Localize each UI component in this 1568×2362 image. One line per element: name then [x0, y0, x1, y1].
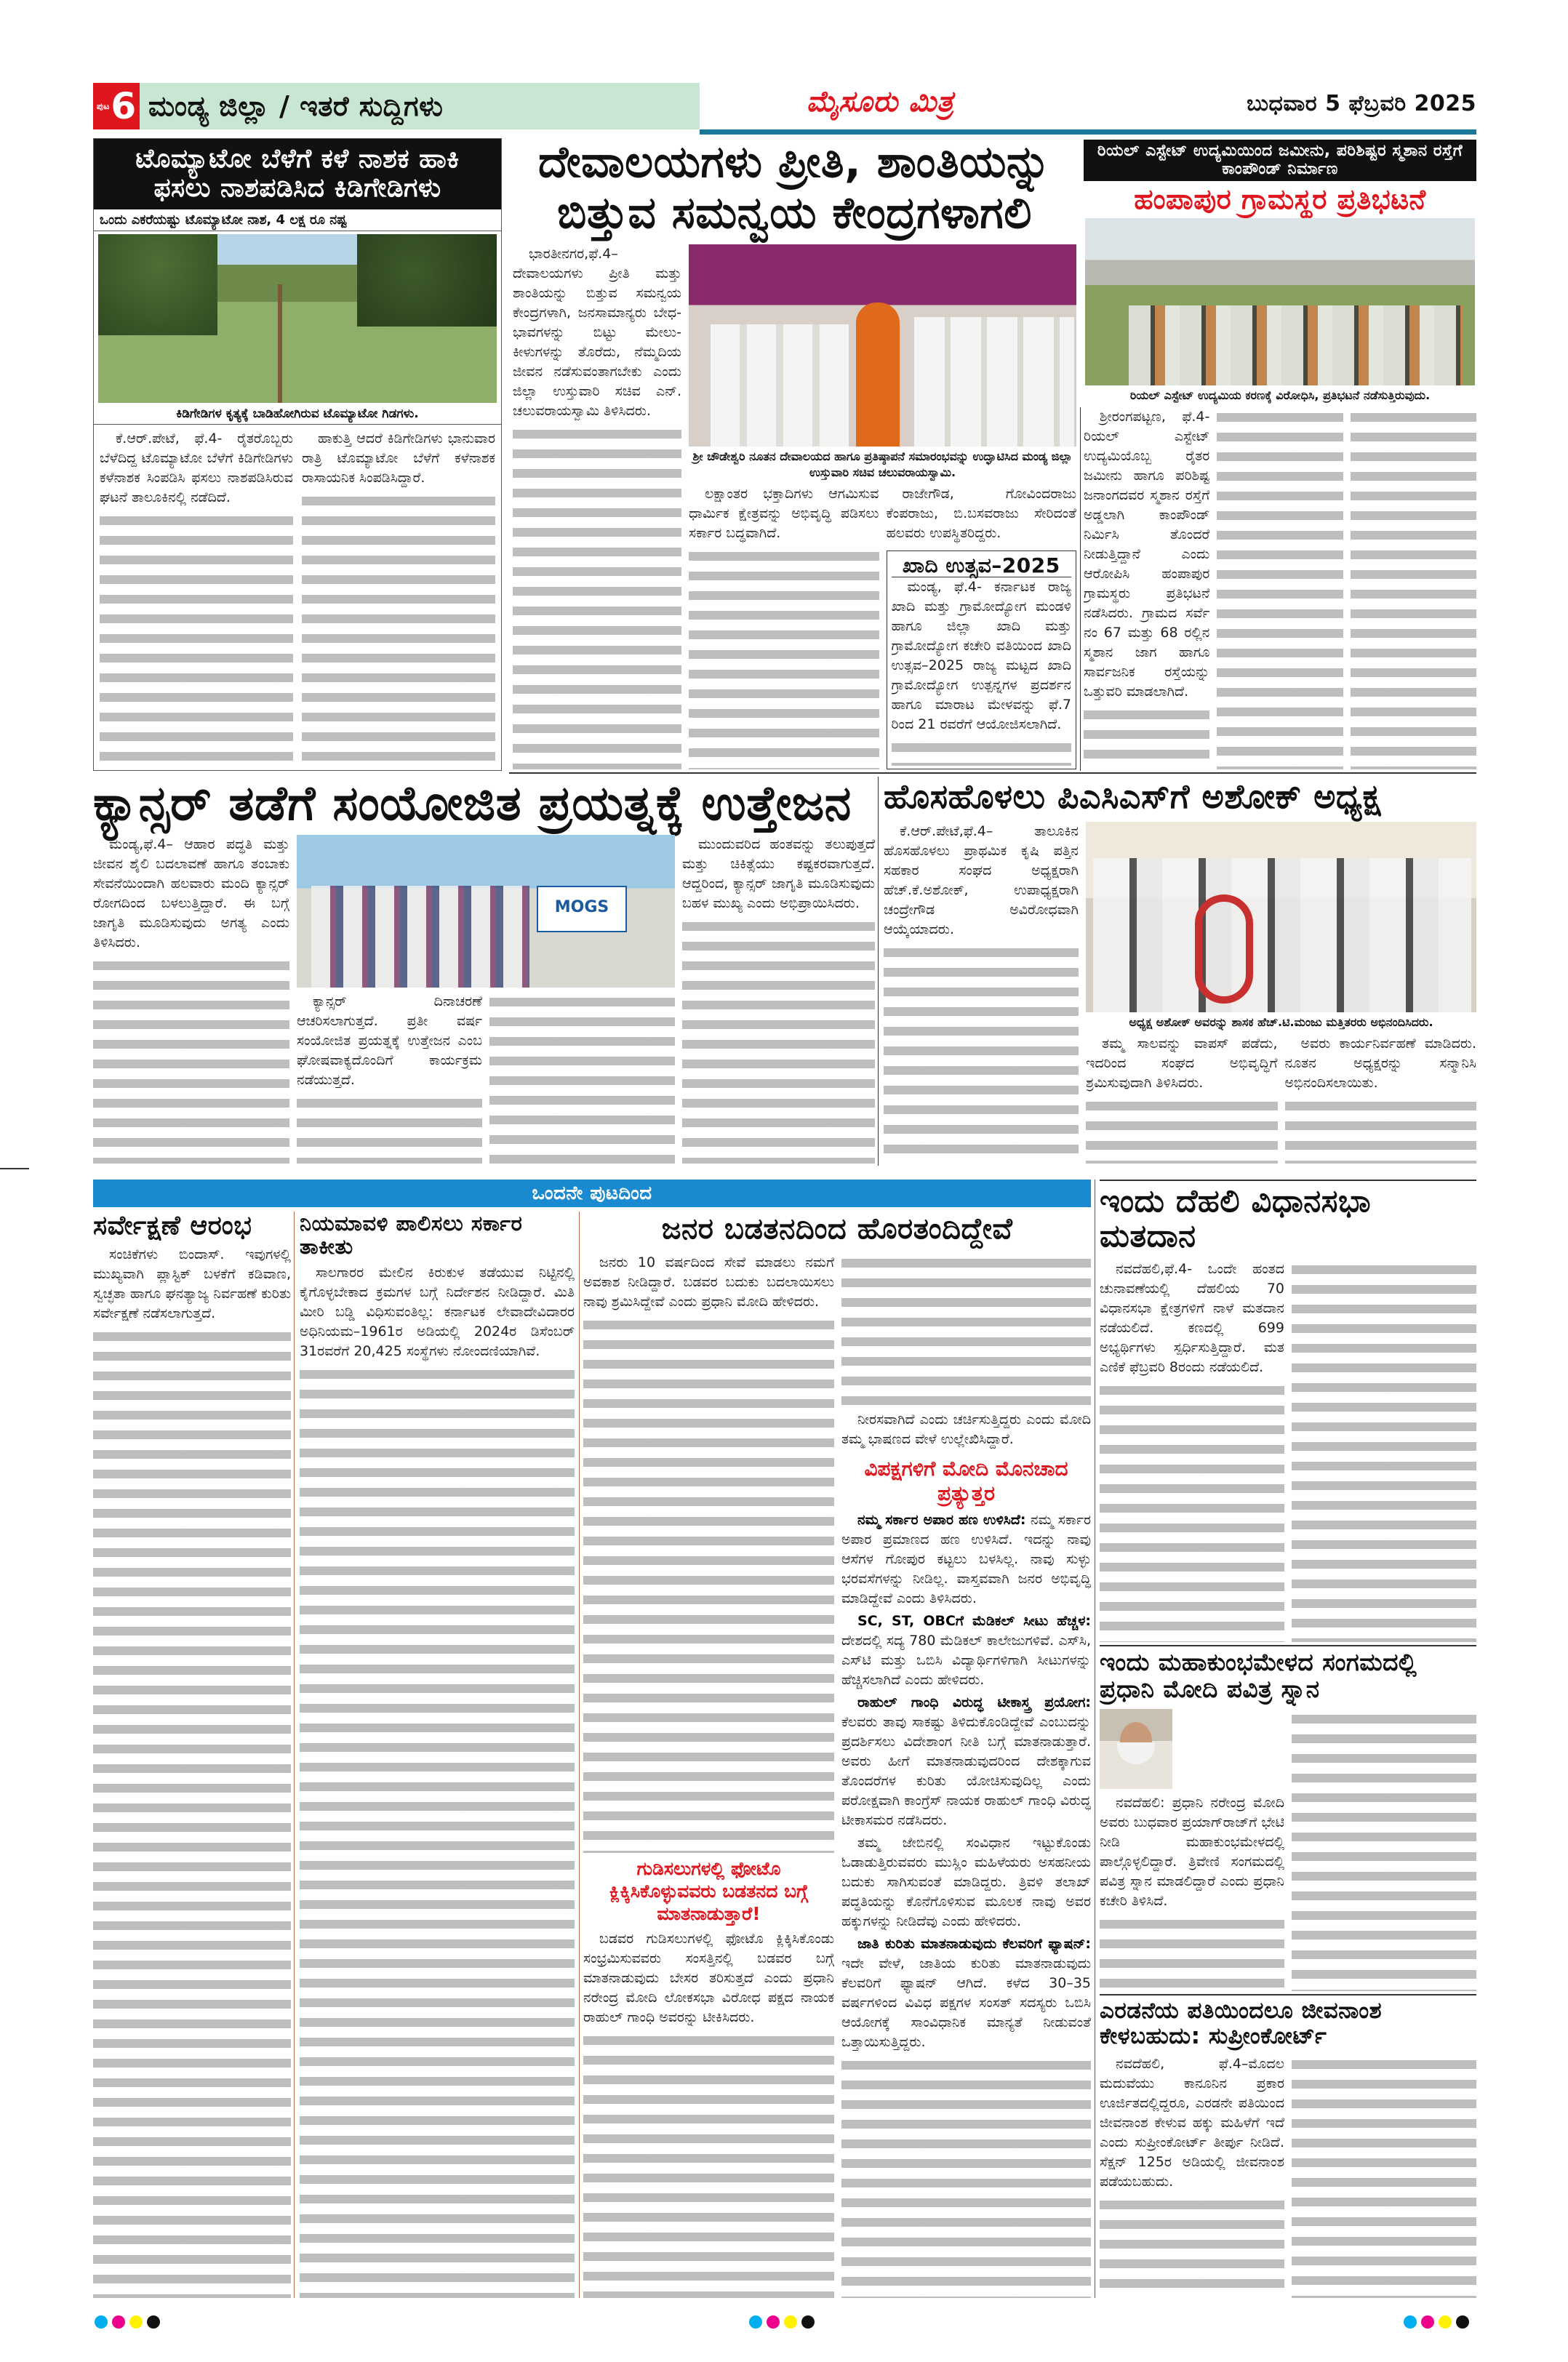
article-pacs — [884, 778, 1476, 1164]
body-text: ಲಕ್ಷಾಂತರ ಭಕ್ತಾದಿಗಳು ಆಗಮಿಸುವ ಧಾರ್ಮಿಕ ಕ್ಷೇತ್ರವನ್ನು ಅಭಿವೃದ್ಧಿ ಪಡಿಸಲು ಸರ್ಕಾರ ಬದ್ಧವಾಗಿದೆ. — [689, 486, 879, 541]
margin-mark — [0, 1168, 29, 1169]
body-text-lines — [682, 916, 875, 1164]
photo-caption: ರಿಯಲ್ ಎಸ್ಟೇಟ್ ಉದ್ಯಮಿಯ ಕರಣಕ್ಕೆ ವಿರೋಧಿಸಿ, ಪ್ರತಿಭಟನೆ ನಡೆಸುತ್ತಿರುವುದು. — [1129, 388, 1431, 402]
body-text: ದೇಶದಲ್ಲಿ ಸದ್ಯ 780 ಮೆಡಿಕಲ್ ಕಾಲೇಜುಗಳಿವೆ. ಎಸ್‌ಸಿ, ಎಸ್‌ಟಿ ಮತ್ತು ಒಬಿಸಿ ವಿದ್ಯಾರ್ಥಿಗಳಿಗಾಗಿ ಸೀಟುಗಳನ್ನು ಹೆಚ್ಚಿಸಲಾಗಿದೆ ಎಂದು ಹೇಳಿದರು. — [841, 1632, 1091, 1688]
article-rules — [300, 1212, 575, 2298]
registration-dot-yellow — [784, 2315, 797, 2329]
body-text-lines — [583, 2030, 834, 2298]
article-temple — [513, 137, 1076, 769]
registration-dot-magenta — [767, 2315, 780, 2329]
para-title: SC, ST, OBCಗೆ ಮೆಡಿಕಲ್ ಸೀಟು ಹೆಚ್ಚಳ: — [857, 1612, 1091, 1629]
body-text: ನಮ್ಮ ಸರ್ಕಾರ ಅಪಾರ ಪ್ರಮಾಣದ ಹಣ ಉಳಿಸಿದೆ. ಇದನ್ನು ನಾವು ಆಸೆಗಳ ಗೋಪುರ ಕಟ್ಟಲು ಬಳಸಿಲ್ಲ. ನಾವು ಸುಳ್ಳು ಭರವಸೆಗಳನ್ನು ನೀಡಿಲ್ಲ. ವಾಸ್ತವವಾಗಿ ಜನರ ಅಭಿವೃದ್ಧಿ ಮಾಡಿದ್ದೇವೆ ಎಂದು ತಿಳಿಸಿದರು. — [841, 1511, 1091, 1606]
article-survey — [93, 1212, 291, 2298]
body-text-lines — [100, 511, 293, 766]
body-text-lines — [884, 942, 1079, 1164]
body-text: ಜನರು 10 ವರ್ಷದಿಂದ ಸೇವೆ ಮಾಡಲು ನಮಗೆ ಅವಕಾಶ ನೀಡಿದ್ದಾರೆ. ಬಡವರ ಬದುಕು ಬದಲಾಯಿಸಲು ನಾವು ಶ್ರಮಿಸಿದ್ದೇವೆ ಎಂದು ಪ್ರಧಾನಿ ಮೋದಿ ಹೇಳಿದರು. — [583, 1254, 834, 1310]
body-text: ನವದೆಹಲಿ: ಪ್ರಧಾನಿ ನರೇಂದ್ರ ಮೋದಿ ಅವರು ಬುಧವಾರ ಪ್ರಯಾಗ್‌ರಾಜ್‌ಗೆ ಭೇಟಿ ನೀಡಿ ಮಹಾಕುಂಭಮೇಳದಲ್ಲಿ ಪಾಲ್ಗೊಳ್ಳಲಿದ್ದಾರೆ. ತ್ರಿವೇಣಿ ಸಂಗಮದಲ್ಲಿ ಪವಿತ್ರ ಸ್ನಾನ ಮಾಡಲಿದ್ದಾರೆ ಎಂದು ಪ್ರಧಾನಿ ಕಚೇರಿ ತಿಳಿಸಿದೆ. — [1100, 1794, 1284, 1909]
body-text: ಅವರು ಕಾರ್ಯನಿರ್ವಹಣೆ ಮಾಡಿದರು. ನೂತನ ಅಧ್ಯಕ್ಷರನ್ನು ಸನ್ಮಾನಿಸಿ ಅಭಿನಂದಿಸಲಾಯಿತು. — [1284, 1035, 1476, 1091]
article-court — [1100, 1998, 1476, 2298]
body-text: ರಾಜೇಗೌಡ, ಗೋವಿಂದರಾಜು ಕೆಂಪರಾಜು, ಬಿ.ಬಸವರಾಜು ಸೇರಿದಂತೆ ಹಲವರು ಉಪಸ್ಥಿತರಿದ್ದರು. — [886, 486, 1076, 541]
opposition-reply-section — [841, 1253, 1091, 2298]
body-text-lines — [297, 1093, 482, 1164]
body-text: ನವದೆಹಲಿ,ಫೆ.4- ಒಂದೇ ಹಂತದ ಚುನಾವಣೆಯಲ್ಲಿ ದೆಹಲಿಯ 70 ವಿಧಾನಸಭಾ ಕ್ಷೇತ್ರಗಳಿಗೆ ನಾಳೆ ಮತದಾನ ನಡೆಯಲಿದೆ. ಕಣದಲ್ಲಿ 699 ಅಭ್ಯರ್ಥಿಗಳು ಸ್ಪರ್ಧಿಸುತ್ತಿದ್ದಾರೆ. ಮತ ಎಣಿಕೆ ಫೆಬ್ರವರಿ 8ರಂದು ನಡೆಯಲಿದೆ. — [1100, 1261, 1284, 1376]
photo-caption: ಕಿಡಿಗೇಡಿಗಳ ಕೃತ್ಯಕ್ಕೆ ಬಾಡಿಹೋಗಿರುವ ಟೊಮ್ಯಾಟೋ ಗಿಡಗಳು. — [94, 406, 501, 425]
page-label: ಪುಟ — [96, 100, 110, 111]
page-number: 6 — [111, 85, 137, 127]
body-text-lines — [689, 546, 879, 769]
section-bar — [93, 83, 700, 129]
article-realestate — [1084, 140, 1476, 769]
article-delhi-headline: ಇಂದು ದೆಹಲಿ ವಿಧಾನಸಭಾ ಮತದಾನ — [1100, 1184, 1372, 1255]
para-title: ನಮ್ಮ ಸರ್ಕಾರ ಅಪಾರ ಹಣ ಉಳಿಸಿದೆ: — [857, 1511, 1026, 1528]
modi-photo — [1100, 1709, 1172, 1789]
body-text-lines — [1292, 1709, 1476, 1991]
cancer-awareness-photo — [297, 835, 675, 988]
divider — [878, 777, 879, 1166]
registration-dot-black — [801, 2315, 815, 2329]
body-text: ಹಾಕುತ್ತಿ ಆದರೆ ಕಿಡಿಗೇಡಿಗಳು ಭಾನುವಾರ ರಾತ್ರಿ ಟೊಮ್ಯಾಟೋ ಬೆಳೆಗೆ ಕಳೆನಾಶಕ ರಾಸಾಯನಿಕ ಸಿಂಪಡಿಸಿದ್ದಾರೆ. — [302, 430, 495, 486]
page-number-box — [93, 83, 140, 129]
body-text-lines — [1100, 1914, 1284, 1991]
body-text: ಸಾಲಗಾರರ ಮೇಲಿನ ಕಿರುಕುಳ ತಡೆಯುವ ನಿಟ್ಟಿನಲ್ಲಿ ಕೈಗೊಳ್ಳಬೇಕಾದ ಕ್ರಮಗಳ ಬಗ್ಗೆ ನಿರ್ದೇಶನ ನೀಡಿದ್ದಾರೆ. ಮಿತಿ ಮೀರಿ ಬಡ್ಡಿ ವಿಧಿಸುವಂತಿಲ್ಲ: ಕರ್ನಾಟಕ ಲೇವಾದೇವಿದಾರರ ಅಧಿನಿಯಮ–1961ರ ಅಡಿಯಲ್ಲಿ 2024ರ ಡಿಸೆಂಬರ್ 31ರವರೆಗೆ 20,425 ಸಂಸ್ಥೆಗಳು ನೋಂದಣಿಯಾಗಿವೆ. — [300, 1264, 575, 1359]
header-rule — [700, 129, 1476, 135]
body-text: ಇದೇ ವೇಳೆ, ಜಾತಿಯ ಕುರಿತು ಮಾತನಾಡುವುದು ಕೆಲವರಿಗೆ ಫ್ಯಾಷನ್ ಆಗಿದೆ. ಕಳೆದ 30–35 ವರ್ಷಗಳಿಂದ ವಿವಿಧ ಪಕ್ಷಗಳ ಸಂಸತ್ ಸದಸ್ಯರು ಒಬಿಸಿ ಆಯೋಗಕ್ಕೆ ಸಾಂವಿಧಾನಿಕ ಮಾನ್ಯತೆ ನೀಡುವಂತೆ ಒತ್ತಾಯಿಸುತ್ತಿದ್ದರು. — [841, 1955, 1091, 2050]
registration-dot-cyan — [749, 2315, 762, 2329]
body-text: ನವದೆಹಲಿ, ಫೆ.4–ಮೊದಲ ಮದುವೆಯು ಕಾನೂನಿನ ಪ್ರಕಾರ ಊರ್ಜಿತದಲ್ಲಿದ್ದರೂ, ಎರಡನೇ ಪತಿಯಿಂದ ಜೀವನಾಂಶ ಕೇಳುವ ಹಕ್ಕು ಮಹಿಳೆಗೆ ಇದೆ ಎಂದು ಸುಪ್ರೀಂಕೋರ್ಟ್ ತೀರ್ಪು ನೀಡಿದೆ. ಸೆಕ್ಷನ್ 125ರ ಅಡಿಯಲ್ಲಿ ಜೀವನಾಂಶ ಪಡೆಯಬಹುದು. — [1100, 2056, 1284, 2190]
registration-dot-yellow — [1439, 2315, 1452, 2329]
divider — [509, 772, 1476, 774]
article-poverty-headline: ಜನರ ಬಡತನದಿಂದ ಹೊರತಂದಿದ್ದೇವೆ — [661, 1213, 1013, 1246]
body-text: ಕೆಲವರು ತಾವು ಸಾಕಷ್ಟು ತಿಳಿದುಕೊಂಡಿದ್ದೇವೆ ಎಂಬುದನ್ನು ಪ್ರದರ್ಶಿಸಲು ವಿದೇಶಾಂಗ ನೀತಿ ಬಗ್ಗೆ ಮಾತನಾಡುತ್ತಾರೆ. ಅವರು ಹೀಗೆ ಮಾತನಾಡುವುದರಿಂದ ದೇಶಕ್ಕಾಗುವ ತೊಂದರೆಗಳ ಕುರಿತು ಯೋಚಿಸುವುದಿಲ್ಲ ಎಂದು ಪರೋಕ್ಷವಾಗಿ ಕಾಂಗ್ರೆಸ್ ನಾಯಕ ರಾಹುಲ್ ಗಾಂಧಿ ವಿರುದ್ಧ ಟೀಕಾಸಮರ ನಡೆಸಿದರು. — [841, 1713, 1091, 1828]
body-text-lines — [1292, 1260, 1476, 1642]
registration-dot-magenta — [112, 2315, 125, 2329]
body-text-lines — [892, 737, 1072, 766]
body-text-lines — [1100, 1380, 1284, 1642]
registration-dot-yellow — [129, 2315, 143, 2329]
divider — [1100, 1645, 1476, 1646]
khadi-box — [887, 551, 1077, 769]
body-text: ತಮ್ಮ ಸಾಲವನ್ನು ವಾಪಸ್ ಪಡೆದು, ಇದರಿಂದ ಸಂಘದ ಅಭಿವೃದ್ಧಿಗೆ ಶ್ರಮಿಸುವುದಾಗಿ ತಿಳಿಸಿದರು. — [1086, 1035, 1278, 1091]
body-text: ಕ್ಯಾನ್ಸರ್ ದಿನಾಚರಣೆ ಆಚರಿಸಲಾಗುತ್ತದೆ. ಪ್ರತೀ ವರ್ಷ ಸಂಯೋಜಿತ ಪ್ರಯತ್ನಕ್ಕೆ ಉತ್ತೇಜನ ಎಂಬ ಘೋಷವಾಕ್ಯದೊಂದಿಗೆ ಕಾರ್ಯಕ್ರಮ ನಡೆಯುತ್ತದೆ. — [297, 993, 482, 1088]
divider — [1100, 1994, 1476, 1995]
article-delhi — [1100, 1184, 1476, 1642]
body-text-lines — [1292, 2054, 1476, 2298]
divider — [294, 1212, 295, 2298]
body-text-lines — [1217, 407, 1343, 769]
registration-dot-cyan — [95, 2315, 108, 2329]
body-text-lines — [1285, 1096, 1477, 1164]
banner-text: MOGS — [537, 886, 627, 932]
body-text: ತಮ್ಮ ಜೇಬಿನಲ್ಲಿ ಸಂವಿಧಾನ ಇಟ್ಟುಕೊಂಡು ಓಡಾಡುತ್ತಿರುವವರು ಮುಸ್ಲಿಂ ಮಹಿಳೆಯರು ಅಸಹನೀಯ ಬದುಕು ಸಾಗಿಸುವಂತೆ ಮಾಡಿದ್ದರು. ತ್ರಿವಳಿ ತಲಾಖ್ ಪದ್ಧತಿಯನ್ನು ಕೊನೆಗೊಳಿಸುವ ಮೂಲಕ ನಾವು ಅವರ ಹಕ್ಕುಗಳನ್ನು ನೀಡಿದೆವು ಎಂದು ಹೇಳಿದರು. — [841, 1834, 1091, 1929]
body-text: ಸಂಚಿಕೆಗಳು ಬಿಂದಾಸ್. ಇವುಗಳಲ್ಲಿ ಮುಖ್ಯವಾಗಿ ಪ್ಲಾಸ್ಟಿಕ್ ಬಳಕೆಗೆ ಕಡಿವಾಣ, ಸ್ವಚ್ಛತಾ ಹಾಗೂ ಘನತ್ಯಾಜ್ಯ ನಿರ್ವಹಣೆ ಕುರಿತು ಸರ್ವೇಕ್ಷಣೆ ನಡೆಸಲಾಗುತ್ತದೆ. — [93, 1246, 291, 1322]
para-title: ಜಾತಿ ಕುರಿತು ಮಾತನಾಡುವುದು ಕೆಲವರಿಗೆ ಫ್ಯಾಷನ್: — [857, 1935, 1091, 1952]
felicitation-photo — [1086, 822, 1476, 1012]
body-text: ಭಾರತೀನಗರ,ಫೆ.4– ದೇವಾಲಯಗಳು ಪ್ರೀತಿ ಮತ್ತು ಶಾಂತಿಯನ್ನು ಬಿತ್ತುವ ಸಮನ್ವಯ ಕೇಂದ್ರಗಳಾಗಿ, ಜನಸಾಮಾನ್ಯರು ಬೇಧ-ಭಾವಗಳನ್ನು ಬಿಟ್ಟು ಮೇಲು-ಕೀಳುಗಳನ್ನು ತೊರೆದು, ನೆಮ್ಮದಿಯ ಜೀವನ ನಡೆಸುವಂತಾಗಬೇಕು ಎಂದು ಜಿಲ್ಲಾ ಉಸ್ತುವಾರಿ ಸಚಿವ ಎನ್. ಚಲುವರಾಯಸ್ವಾಮಿ ತಿಳಿಸಿದರು. — [513, 246, 681, 419]
subhead: ಒಂದು ಎಕರೆಯಷ್ಟು ಟೊಮ್ಯಾಟೋ ನಾಶ, 4 ಲಕ್ಷ ರೂ ನಷ್ಟ — [94, 209, 501, 231]
tomato-field-photo — [98, 234, 497, 403]
divider — [1100, 1180, 1476, 1181]
continued-bar: ಒಂದನೇ ಪುಟದಿಂದ — [93, 1180, 1091, 1207]
registration-dot-black — [147, 2315, 160, 2329]
section-title: ಮಂಡ್ಯ ಜಿಲ್ಲಾ / ಇತರೆ ಸುದ್ದಿಗಳು — [148, 89, 444, 122]
divider — [579, 1212, 580, 2298]
article-cancer-headline: ಕ್ಯಾನ್ಸರ್ ತಡೆಗೆ ಸಂಯೋಜಿತ ಪ್ರಯತ್ನಕ್ಕೆ ಉತ್ತೇಜನ — [93, 777, 852, 831]
issue-date: ಬುಧವಾರ 5 ಫೆಬ್ರವರಿ 2025 — [1247, 91, 1476, 116]
body-text-lines — [513, 424, 681, 769]
body-text: ಮುಂದುವರಿದ ಹಂತವನ್ನು ತಲುಪುತ್ತದೆ ಮತ್ತು ಚಿಕಿತ್ಸೆಯು ಕಷ್ಟಕರವಾಗುತ್ತದೆ. ಆದ್ದರಿಂದ, ಕ್ಯಾನ್ಸರ್ ಜಾಗೃತಿ ಮೂಡಿಸುವುದು ಬಹಳ ಮುಖ್ಯ ಎಂದು ಅಭಿಪ್ರಾಯಿಸಿದರು. — [682, 836, 875, 911]
article-cancer — [93, 777, 875, 1164]
body-text-lines — [302, 491, 495, 766]
article-poverty — [583, 1213, 1091, 2298]
body-text-lines — [1351, 407, 1476, 769]
subheading-red: ಗುಡಿಸಲುಗಳಲ್ಲಿ ಫೋಟೊ ಕ್ಲಿಕ್ಕಿಸಿಕೊಳ್ಳುವವರು ಬಡತನದ ಬಗ್ಗೆ ಮಾತನಾಡುತ್ತಾರೆ! — [609, 1858, 809, 1924]
temple-inauguration-photo — [689, 244, 1076, 447]
article-rules-headline: ನಿಯಮಾವಳಿ ಪಾಲಿಸಲು ಸರ್ಕಾರ ತಾಕೀತು — [300, 1212, 523, 1260]
body-text: ಮಂಡ್ಯ, ಫೆ.4- ಕರ್ನಾಟಕ ರಾಜ್ಯ ಖಾದಿ ಮತ್ತು ಗ್ರಾಮೋದ್ಯೋಗ ಮಂಡಳಿ ಹಾಗೂ ಜಿಲ್ಲಾ ಖಾದಿ ಮತ್ತು ಗ್ರಾಮೋದ್ಯೋಗ ಕಚೇರಿ ವತಿಯಿಂದ ಖಾದಿ ಉತ್ಸವ–2025 ರಾಜ್ಯ ಮಟ್ಟದ ಖಾದಿ ಗ್ರಾಮೋದ್ಯೋಗ ಉತ್ಪನ್ನಗಳ ಪ್ರದರ್ಶನ ಹಾಗೂ ಮಾರಾಟ ಮೇಳವನ್ನು ಫೆ.7 ರಿಂದ 21 ರವರೆಗೆ ಆಯೋಜಿಸಲಾಗಿದೆ. — [891, 579, 1071, 733]
article-survey-headline: ಸರ್ವೇಕ್ಷಣೆ ಆರಂಭ — [93, 1212, 252, 1241]
headline: ಟೊಮ್ಯಾಟೋ ಬೆಳೆಗೆ ಕಳೆ ನಾಶಕ ಹಾಕಿ ಫಸಲು ನಾಶಪಡಿಸಿದ ಕಿಡಿಗೇಡಿಗಳು — [94, 139, 501, 209]
khadi-title: ಖಾದಿ ಉತ್ಸವ–2025 — [892, 554, 1072, 577]
body-text-lines — [583, 1315, 834, 1853]
body-text-lines — [1100, 2195, 1284, 2298]
registration-dot-magenta — [1421, 2315, 1434, 2329]
body-text: ನೀರಸವಾಗಿದೆ ಎಂದು ಚರ್ಚಿಸುತ್ತಿದ್ದರು ಎಂದು ಮೋದಿ ತಮ್ಮ ಭಾಷಣದ ವೇಳೆ ಉಲ್ಲೇಖಿಸಿದ್ದಾರೆ. — [841, 1411, 1091, 1447]
masthead-logo: ಮೈಸೂರು ಮಿತ್ರ — [806, 85, 954, 119]
article-tomato — [93, 138, 502, 771]
body-text-lines — [1086, 1096, 1278, 1164]
body-text-lines — [841, 1253, 1091, 1410]
body-text-lines — [841, 2055, 1091, 2298]
body-text-lines — [1084, 705, 1209, 769]
protest-photo — [1085, 218, 1475, 385]
body-text-lines — [489, 992, 675, 1164]
body-text-lines — [93, 1326, 291, 2298]
body-text-lines — [300, 1364, 575, 2298]
article-temple-headline: ದೇವಾಲಯಗಳು ಪ್ರೀತಿ, ಶಾಂತಿಯನ್ನು ಬಿತ್ತುವ ಸಮನ್ವಯ ಕೇಂದ್ರಗಳಾಗಲಿ — [538, 137, 1051, 239]
article-kumbh-headline: ಇಂದು ಮಹಾಕುಂಭಮೇಳದ ಸಂಗಮದಲ್ಲಿ ಪ್ರಧಾನಿ ಮೋದಿ ಪವಿತ್ರ ಸ್ನಾನ — [1100, 1649, 1417, 1703]
photo-caption: ಅಧ್ಯಕ್ಷ ಅಶೋಕ್ ಅವರನ್ನು ಶಾಸಕ ಹೆಚ್.ಟಿ.ಮಂಜು ಮತ್ತಿತರರು ಅಭಿನಂದಿಸಿದರು. — [1129, 1014, 1433, 1029]
photo-caption: ಶ್ರೀ ಚೌಡೇಶ್ವರಿ ನೂತನ ದೇವಾಲಯದ ಹಾಗೂ ಪ್ರತಿಷ್ಠಾಪನೆ ಸಮಾರಂಭವನ್ನು ಉದ್ಘಾಟಿಸಿದ ಮಂಡ್ಯ ಜಿಲ್ಲಾ ಉಸ್ತುವಾರಿ ಸಚಿವ ಚಲುವರಾಯಸ್ವಾಮಿ. — [692, 449, 1073, 479]
registration-dot-black — [1456, 2315, 1469, 2329]
body-text: ಕೆ.ಆರ್.ಪೇಟೆ,ಫೆ.4– ತಾಲೂಕಿನ ಹೊಸಹೊಳಲು ಪ್ರಾಥಮಿಕ ಕೃಷಿ ಪತ್ತಿನ ಸಹಕಾರ ಸಂಘದ ಅಧ್ಯಕ್ಷರಾಗಿ ಹೆಚ್.ಕೆ.ಅಶೋಕ್, ಉಪಾಧ್ಯಕ್ಷರಾಗಿ ಚಂದ್ರೇಗೌಡ ಅವಿರೋಧವಾಗಿ ಆಯ್ಕೆಯಾದರು. — [884, 822, 1079, 937]
body-text: ಕೆ.ಆರ್.ಪೇಟೆ, ಫೆ.4- ರೈತರೊಬ್ಬರು ಬೆಳೆದಿದ್ದ ಟೊಮ್ಯಾಟೋ ಬೆಳೆಗೆ ಕಿಡಿಗೇಡಿಗಳು ಕಳೆನಾಶಕ ಸಿಂಪಡಿಸಿ ಫಸಲು ನಾಶಪಡಿಸಿರುವ ಘಟನೆ ತಾಲೂಕಿನಲ್ಲಿ ನಡೆದಿದೆ. — [100, 430, 293, 505]
subheading-red: ವಿಪಕ್ಷಗಳಿಗೆ ಮೋದಿ ಮೊನಚಾದ ಪ್ರತ್ಯುತ್ತರ — [864, 1456, 1068, 1505]
body-text: ಶ್ರೀರಂಗಪಟ್ಟಣ, ಫೆ.4- ರಿಯಲ್ ಎಸ್ಟೇಟ್ ಉದ್ಯಮಿಯೊಬ್ಬ ರೈತರ ಜಮೀನು ಹಾಗೂ ಪರಿಶಿಷ್ಟ ಜನಾಂಗದವರ ಸ್ಮಶಾನ ರಸ್ತೆಗೆ ಅಡ್ಡಲಾಗಿ ಕಾಂಪೌಂಡ್ ನಿರ್ಮಿಸಿ ತೊಂದರೆ ನೀಡುತ್ತಿದ್ದಾನೆ ಎಂದು ಆರೋಪಿಸಿ ಹಂಪಾಪುರ ಗ್ರಾಮಸ್ಥರು ಪ್ರತಿಭಟನೆ ನಡೆಸಿದರು. ಗ್ರಾಮದ ಸರ್ವೆ ನಂ 67 ಮತ್ತು 68 ರಲ್ಲಿನ ಸ್ಮಶಾನ ಜಾಗ ಹಾಗೂ ಸಾರ್ವಜನಿಕ ರಸ್ತೆಯನ್ನು ಒತ್ತುವರಿ ಮಾಡಲಾಗಿದೆ. — [1084, 408, 1210, 700]
body-text: ಬಡವರ ಗುಡಿಸಲುಗಳಲ್ಲಿ ಫೋಟೊ ಕ್ಲಿಕ್ಕಿಸಿಕೊಂಡು ಸಂಭ್ರಮಿಸುವವರು ಸಂಸತ್ತಿನಲ್ಲಿ ಬಡವರ ಬಗ್ಗೆ ಮಾತನಾಡುವುದು ಬೇಸರ ತರಿಸುತ್ತದೆ ಎಂದು ಪ್ರಧಾನಿ ನರೇಂದ್ರ ಮೋದಿ ಲೋಕಸಭಾ ವಿರೋಧ ಪಕ್ಷದ ನಾಯಕ ರಾಹುಲ್ ಗಾಂಧಿ ಅವರನ್ನು ಟೀಕಿಸಿದರು. — [583, 1931, 834, 2025]
kicker: ರಿಯಲ್ ಎಸ್ಟೇಟ್ ಉದ್ಯಮಿಯಿಂದ ಜಮೀನು, ಪರಿಶಿಷ್ಟರ ಸ್ಮಶಾನ ರಸ್ತೆಗೆ ಕಾಂಪೌಂಡ್ ನಿರ್ಮಾಣ — [1084, 140, 1476, 181]
article-court-headline: ಎರಡನೆಯ ಪತಿಯಿಂದಲೂ ಜೀವನಾಂಶ ಕೇಳಬಹುದು: ಸುಪ್ರೀಂಕೋರ್ಟ್ — [1100, 1998, 1383, 2049]
body-text: ಮಂಡ್ಯ,ಫೆ.4– ಆಹಾರ ಪದ್ಧತಿ ಮತ್ತು ಜೀವನ ಶೈಲಿ ಬದಲಾವಣೆ ಹಾಗೂ ತಂಬಾಕು ಸೇವನೆಯಿಂದಾಗಿ ಹಲವಾರು ಮಂದಿ ಕ್ಯಾನ್ಸರ್ ರೋಗದಿಂದ ಬಳಲುತ್ತಿದ್ದಾರೆ. ಈ ಬಗ್ಗೆ ಜಾಗೃತಿ ಮೂಡಿಸುವುದು ಅಗತ್ಯ ಎಂದು ತಿಳಿಸಿದರು. — [93, 836, 289, 950]
article-pacs-headline: ಹೊಸಹೊಳಲು ಪಿಎಸಿಎಸ್‌ಗೆ ಅಶೋಕ್ ಅಧ್ಯಕ್ಷ — [884, 778, 1381, 816]
headline: ಹಂಪಾಪುರ ಗ್ರಾಮಸ್ಥರ ಪ್ರತಿಭಟನೆ — [1134, 183, 1426, 216]
divider — [1080, 407, 1081, 771]
article-kumbh — [1100, 1649, 1476, 1991]
registration-dot-cyan — [1404, 2315, 1417, 2329]
body-text-lines — [93, 956, 289, 1164]
para-title: ರಾಹುಲ್ ಗಾಂಧಿ ವಿರುದ್ಧ ಟೀಕಾಸ್ತ್ರ ಪ್ರಯೋಗ: — [857, 1694, 1091, 1710]
